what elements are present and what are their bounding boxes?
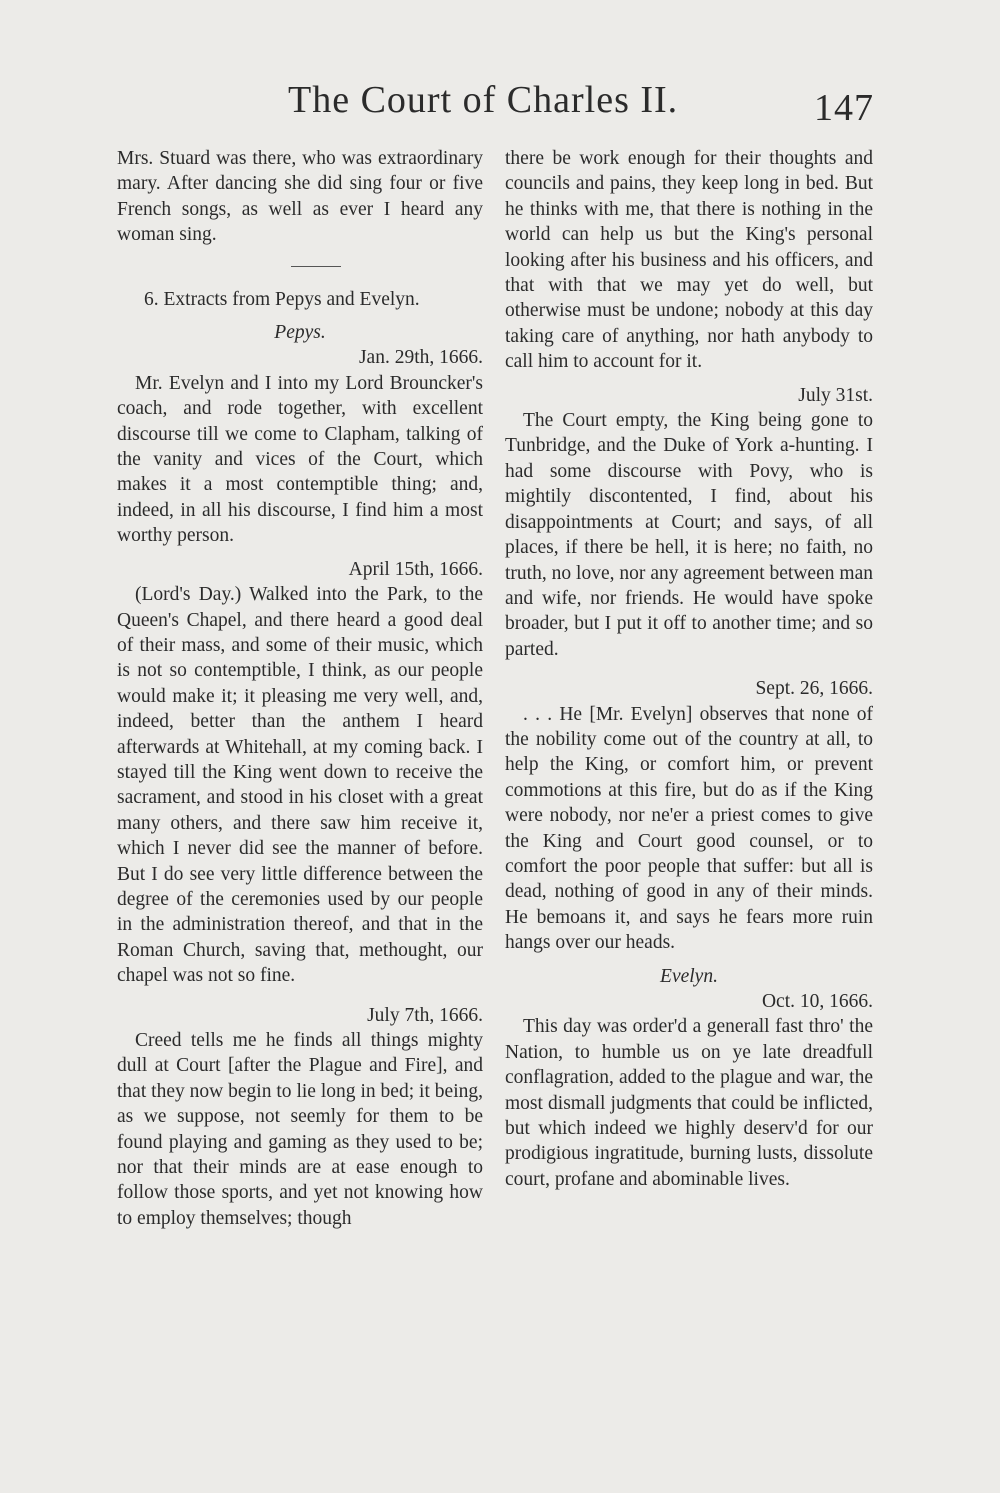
right-column (505, 146, 873, 1192)
paragraph-continued: there be work enough for their thoughts and councils and pains, they keep long in bed. But he thinks with me, that there is nothing in the world can help us but the King's personal looking after his business and his officers, and that with that we may yet do well, but otherwise must be undone; nobody at this day taking care of anything, nor hath anybody to call him to account for it. (505, 148, 873, 373)
paragraph-july31: The Court empty, the King being gone to Tunbridge, and the Duke of York a-hunting. I had some discourse with Povy, who is mightily discontented, I find, about his disappointments at Court; and says, of all places, if there be hell, it is here; no faith, no truth, no love, nor any agreement between man and wife, nor friends. He would have spoke broader, but I put it off to another time; and so parted. (505, 410, 873, 660)
paragraph-intro: Mrs. Stuard was there, who was extraordinary mary. After dancing she did sing four or five French songs, as well as ever I heard any woman sing. (117, 148, 483, 246)
left-column (117, 146, 483, 1231)
pepys-heading: Pepys. (274, 322, 326, 344)
paragraph-april: (Lord's Day.) Walked into the Park, to the Queen's Chapel, and there heard a good deal of their mass, and some of their music, which is not so contemptible, I think, as our people would make it; it pleasing me very well, and, indeed, better than the anthem I heard afterwards at Whitehall, at my coming back. I stayed till the King went down to receive the sacrament, and stood in his closet with a great many others, and there saw him receive it, which I never did see the manner of before. But I do see very little difference between the degree of the ceremonies used by our people in the administration thereof, and that in the Roman Church, saving that, methought, our chapel was not so fine. (117, 584, 483, 987)
running-title: The Court of Charles II. (288, 79, 679, 121)
page-header (0, 78, 1000, 128)
date-sept: Sept. 26, 1666. (755, 678, 873, 700)
date-july7: July 7th, 1666. (367, 1004, 483, 1026)
section-title: 6. Extracts from Pepys and Evelyn. (144, 288, 420, 310)
evelyn-heading: Evelyn. (660, 965, 718, 987)
page-number: 147 (814, 87, 874, 129)
date-jan: Jan. 29th, 1666. (358, 347, 483, 369)
paragraph-oct: This day was order'd a generall fast thro' the Nation, to humble us on ye late dreadfull conflagration, added to the plague and war, the most dismall judgments that could be inflicted, but which indeed we highly deserv'd for our prodigious ingratitude, burning lusts, dissolute court, profane and abominable lives. (505, 1016, 873, 1190)
paragraph-july7: Creed tells me he finds all things mighty dull at Court [after the Plague and Fire], and that they now begin to lie long in bed; it being, as we suppose, not seemly for them to be found playing and gaming as they used to be; nor that their minds are at ease enough to follow those sports, and yet not knowing how to employ themselves; though (117, 1030, 483, 1229)
date-april: April 15th, 1666. (348, 558, 483, 580)
date-oct: Oct. 10, 1666. (761, 991, 873, 1012)
paragraph-jan: Mr. Evelyn and I into my Lord Brouncker's coach, and rode together, with excellent discourse till we come to Clapham, talking of the vanity and vices of the Court, which makes it a most contemptible thing; and, indeed, in all his discourse, I find him a most worthy person. (117, 372, 483, 547)
section-divider (291, 266, 341, 267)
date-july31: July 31st. (798, 384, 873, 406)
paragraph-sept: . . . He [Mr. Evelyn] observes that none of the nobility come out of the country at all, to help the King, or comfort him, or prevent commotions at this fire, but do as if the King were nobody, nor ne'er a priest comes to give the King and Court good counsel, or to comfort the poor people that suffer: but all is dead, nothing of good in any of their minds. He bemoans it, and says he fears more ruin hangs over our heads. (505, 703, 873, 954)
